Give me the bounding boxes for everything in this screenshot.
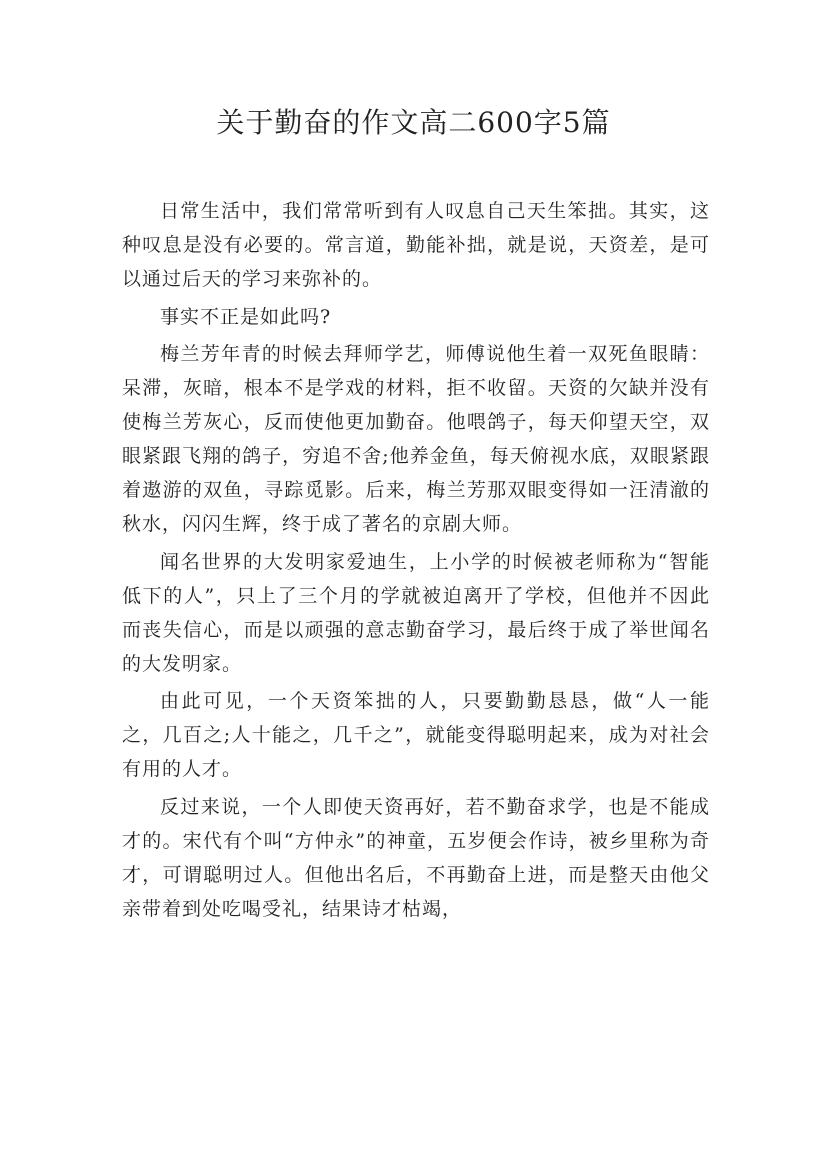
document-body bbox=[122, 194, 710, 929]
paragraph-5: 由此可见，一个天资笨拙的人，只要勤勤恳恳，做“人一能之，几百之;人十能之，几千之”，就能变得聪明起来，成为对社会有用的人才。 bbox=[122, 690, 710, 780]
paragraph-3: 梅兰芳年青的时候去拜师学艺，师傅说他生着一双死鱼眼睛：呆滞，灰暗，根本不是学戏的材料，拒不收留。天资的欠缺并没有使梅兰芳灰心，反而使他更加勤奋。他喂鸽子，每天仰望天空，双眼紧跟飞翔的鸽子，穷追不舍;他养金鱼，每天俯视水底，双眼紧跟着遨游的双鱼，寻踪觅影。后来，梅兰芳那双眼变得如一汪清澈的秋水，闪闪生辉，终于成了著名的京剧大师。 bbox=[122, 343, 710, 535]
paragraph-2: 事实不正是如此吗? bbox=[160, 305, 332, 328]
paragraph-1: 日常生活中，我们常常听到有人叹息自己天生笨拙。其实，这种叹息是没有必要的。常言道，勤能补拙，就是说，天资差，是可以通过后天的学习来弥补的。 bbox=[122, 200, 710, 290]
paragraph-4: 闻名世界的大发明家爱迪生，上小学的时候被老师称为“智能低下的人”，只上了三个月的学就被迫离开了学校，但他并不因此而丧失信心，而是以顽强的意志勤奋学习，最后终于成了举世闻名的大发明家。 bbox=[122, 550, 710, 675]
document-title: 关于勤奋的作文高二600字5篇 bbox=[216, 106, 611, 139]
paragraph-6: 反过来说，一个人即使天资再好，若不勤奋求学，也是不能成才的。宋代有个叫“方仲永”的神童，五岁便会作诗，被乡里称为奇才，可谓聪明过人。但他出名后，不再勤奋上进，而是整天由他父亲带着到处吃喝受礼，结果诗才枯竭， bbox=[122, 795, 710, 920]
